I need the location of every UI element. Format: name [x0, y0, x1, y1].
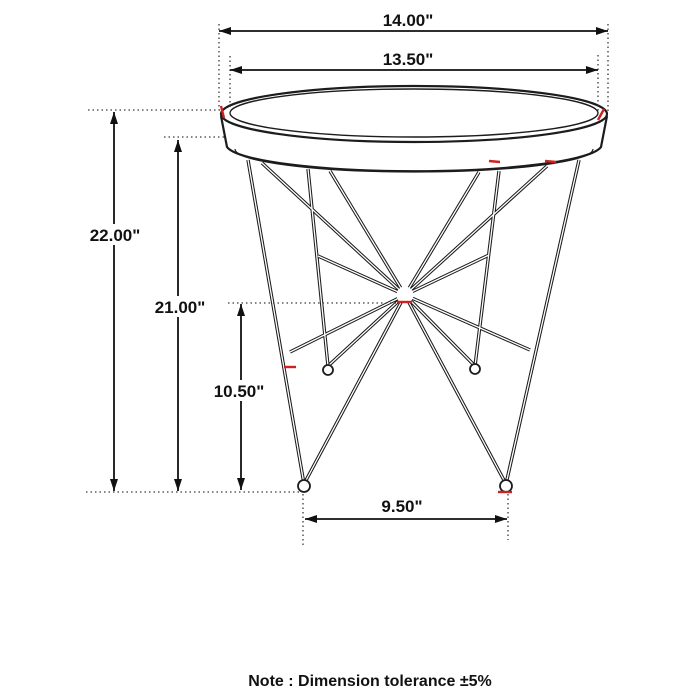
label-top-outer-diameter: 14.00": [382, 11, 434, 30]
apron-accent-1: [489, 161, 500, 162]
back-left-foot: [323, 365, 333, 375]
tolerance-note: Note : Dimension tolerance ±5%: [248, 673, 492, 690]
base-feet: [298, 364, 512, 492]
front-left-foot: [298, 480, 310, 492]
base-rods: [248, 160, 579, 484]
apron-accent-2: [545, 161, 556, 162]
label-foot-spread-width: 9.50": [381, 497, 423, 516]
label-top-inner-diameter: 13.50": [382, 50, 434, 69]
label-underside-height: 21.00": [154, 298, 206, 317]
front-right-foot: [500, 480, 512, 492]
table-base: [221, 86, 607, 492]
label-overall-height: 22.00": [89, 226, 141, 245]
table-top-surface: [221, 86, 607, 142]
label-hub-to-floor-height: 10.50": [213, 382, 265, 401]
back-right-foot: [470, 364, 480, 374]
